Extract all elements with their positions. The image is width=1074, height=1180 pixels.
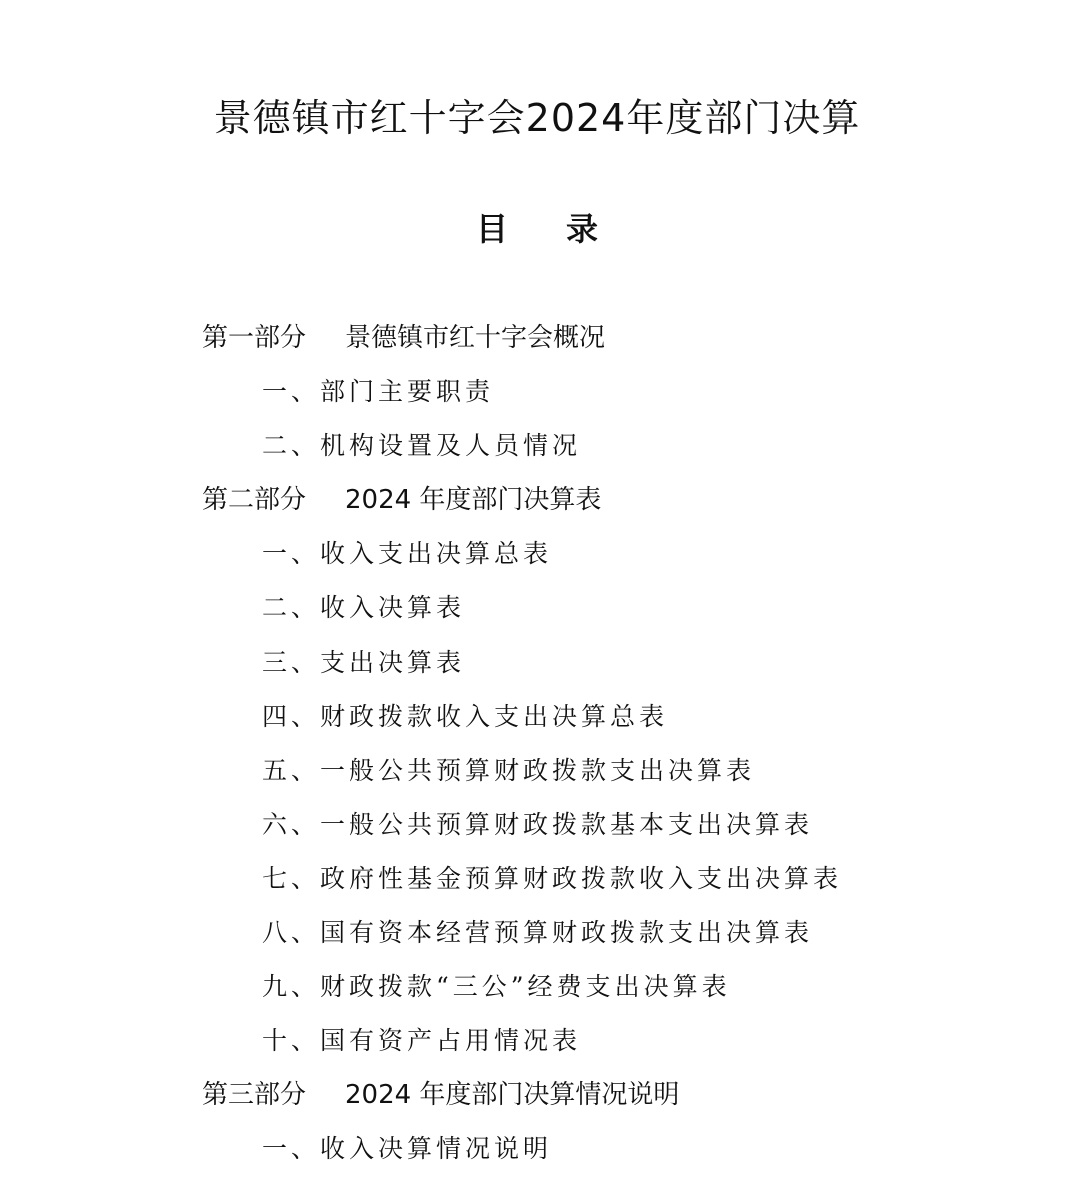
document-title: 景德镇市红十字会2024年度部门决算 [213, 96, 861, 140]
toc-item[interactable]: 五、一般公共预算财政拨款支出决算表 [262, 755, 756, 785]
toc-heading-char-2: 录 [566, 210, 599, 248]
toc-item[interactable]: 九、财政拨款“三公”经费支出决算表 [262, 972, 731, 1002]
toc-item[interactable]: 一、收入支出决算总表 [262, 539, 553, 569]
toc-part-3[interactable] [0, 1071, 1074, 1125]
table-of-contents [0, 314, 1074, 1180]
toc-part-title: 2024 年度部门决算表 [345, 485, 602, 516]
toc-part-1[interactable] [0, 314, 1074, 368]
toc-item[interactable]: 二、机构设置及人员情况 [262, 431, 582, 461]
toc-part-2[interactable] [0, 476, 1074, 530]
toc-item[interactable]: 七、政府性基金预算财政拨款收入支出决算表 [262, 863, 843, 893]
toc-item[interactable]: 十、国有资产占用情况表 [262, 1026, 582, 1056]
toc-part-label: 第一部分 [202, 323, 307, 353]
toc-item[interactable]: 三、支出决算表 [262, 647, 466, 677]
toc-item[interactable]: 一、收入决算情况说明 [262, 1134, 553, 1164]
toc-part-label: 第三部分 [202, 1080, 307, 1111]
toc-heading-char-1: 目 [475, 210, 508, 248]
toc-item[interactable]: 八、国有资本经营预算财政拨款支出决算表 [262, 918, 814, 948]
toc-item[interactable]: 一、部门主要职责 [262, 377, 495, 407]
toc-heading [0, 205, 1074, 253]
toc-item[interactable]: 六、一般公共预算财政拨款基本支出决算表 [262, 809, 814, 839]
toc-part-title: 景德镇市红十字会概况 [345, 323, 606, 353]
toc-item[interactable]: 四、财政拨款收入支出决算总表 [262, 701, 669, 731]
toc-item[interactable]: 二、收入决算表 [262, 593, 466, 623]
toc-part-title: 2024 年度部门决算情况说明 [345, 1080, 680, 1111]
toc-part-label: 第二部分 [202, 485, 307, 516]
